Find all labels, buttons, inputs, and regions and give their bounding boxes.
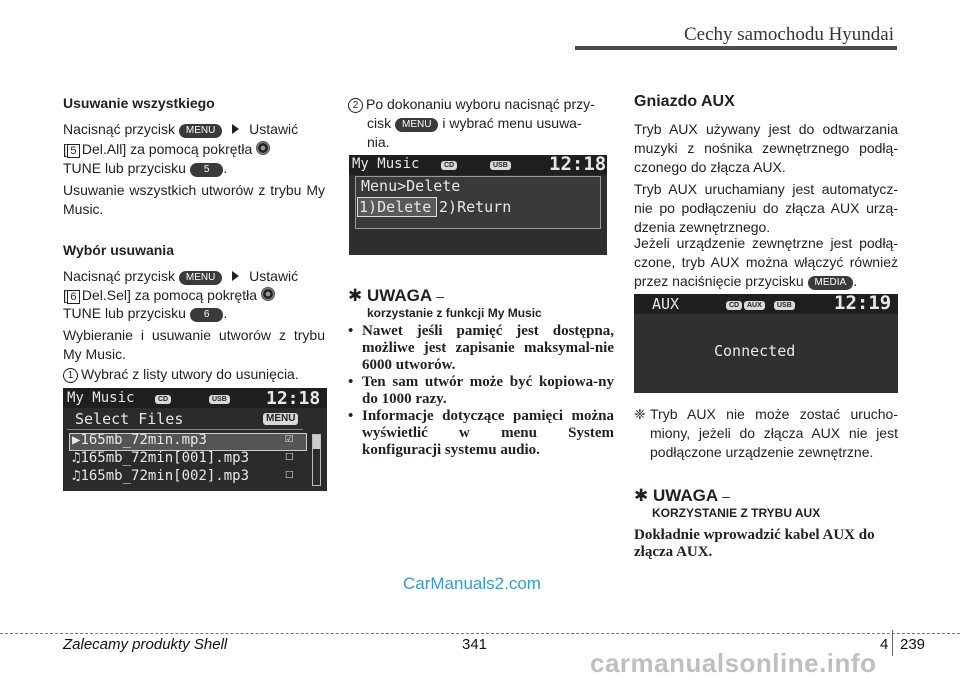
screen-select-files: [63, 388, 327, 491]
delete-sel-line2: [ 6 Del.Sel] za pomocą pokrętła: [63, 286, 325, 305]
bullet-item: • Ten sam utwór może być kopiowa-ny do 1000 razy.: [348, 374, 614, 407]
asterisk-icon: ✱: [634, 486, 649, 505]
cd-badge: CD: [726, 301, 742, 310]
cd-badge: CD: [155, 395, 171, 404]
clock: 12:18: [266, 388, 321, 409]
menu-chip: MENU: [263, 413, 298, 425]
running-header: Cechy samochodu Hyundai: [683, 24, 894, 45]
footer-watermark: carmanualsonline.info: [590, 648, 877, 678]
section-heading-aux: Gniazdo AUX: [634, 93, 735, 110]
note-mark-icon: ❈: [634, 406, 646, 422]
step-2-line3: nia.: [367, 134, 390, 150]
chapter-number: 4: [880, 636, 889, 653]
warning-bullets: [348, 323, 614, 459]
cd-badge: CD: [441, 161, 457, 170]
screen-aux: [634, 294, 898, 393]
arrow-right-icon: [232, 271, 239, 281]
key-5-icon: 5: [67, 144, 80, 158]
delete-sel-line1: Nacisnąć przycisk MENU Ustawić: [63, 268, 299, 284]
screen-title: My Music: [67, 390, 135, 406]
aux-warning-subheading: KORZYSTANIE Z TRYBU AUX: [652, 506, 821, 520]
clock: 12:19: [834, 292, 892, 314]
file-row-1: ▶165mb_72min.mp3: [72, 432, 207, 448]
screen-menu-delete: [349, 155, 607, 255]
bullet-item: • Nawet jeśli pamięć jest dostępna, możliwe jest zapisanie maksymal-nie 6000 utworów.: [348, 323, 614, 373]
step-2-line1: 2 Po dokonaniu wyboru nacisnąć przy-: [348, 95, 614, 114]
file-row-2: ♫165mb_72min[001].mp3: [72, 450, 250, 466]
asterisk-icon: ✱: [348, 286, 363, 305]
usb-badge: USB: [774, 301, 795, 310]
aux-paragraph-1: Tryb AUX używany jest do odtwarzania muzyki z nośnika zewnętrznego podłą-czonego do złącza AUX.: [634, 121, 898, 175]
file-1-checkbox: ☑: [285, 430, 294, 446]
bullet-item: • Informacje dotyczące pamięci można wyświetlić w menu System konfiguracji systemu audio.: [348, 408, 614, 458]
row-title: Select Files: [75, 410, 184, 428]
row-title: Menu>Delete: [361, 177, 461, 195]
footer-rule: [0, 633, 960, 634]
preset-5-button-icon: 5: [190, 163, 224, 177]
menu-button-icon: MENU: [179, 124, 222, 138]
section-heading-delete-selected: Wybór usuwania: [63, 242, 174, 258]
file-2-checkbox: ☐: [285, 448, 294, 464]
site-watermark: CarManuals2.com: [403, 574, 541, 593]
screen-title: AUX: [652, 295, 680, 313]
delete-all-line3: TUNE lub przycisku 5 .: [63, 160, 228, 176]
file-row-3: ♫165mb_72min[002].mp3: [72, 468, 250, 484]
header-rule: [575, 46, 897, 50]
key-6-icon: 6: [67, 290, 80, 304]
option-return: 2)Return: [439, 198, 512, 216]
section-heading-delete-all: Usuwanie wszystkiego: [63, 95, 215, 111]
menu-button-icon: MENU: [179, 271, 222, 285]
step-2-line2: cisk MENU i wybrać menu usuwa-: [367, 115, 582, 131]
tune-knob-icon: [256, 141, 270, 155]
delete-sel-description: Wybieranie i usuwanie utworów z trybu My Music.: [63, 327, 325, 362]
tune-knob-icon: [261, 287, 275, 301]
delete-all-description: Usuwanie wszystkich utworów z trybu My Music.: [63, 182, 325, 217]
step-1: 1 Wybrać z listy utwory do usunięcia.: [63, 365, 325, 384]
delete-all-line1: Nacisnąć przycisk MENU Ustawić: [63, 121, 299, 137]
aux-badge: AUX: [744, 301, 765, 310]
file-3-checkbox: ☐: [285, 466, 294, 482]
media-button-icon: MEDIA: [808, 276, 854, 290]
delete-sel-line3: TUNE lub przycisku 6 .: [63, 305, 228, 321]
aux-warning-text: Dokładnie wprowadzić kabel AUX do złącza AUX.: [634, 527, 875, 560]
page-number: 239: [900, 636, 926, 653]
footer-divider: [892, 630, 893, 656]
aux-paragraph-2: Tryb AUX uruchamiany jest automatycz-nie po podłączeniu do złącza AUX urzą-dzenia zewnętrznego.: [634, 181, 898, 235]
usb-badge: USB: [209, 395, 230, 404]
warning-subheading: korzystanie z funkcji My Music: [367, 306, 542, 320]
aux-note: ❈ Tryb AUX nie może zostać urucho-miony, jeżeli do złącza AUX nie jest podłączone urządzenie zewnętrzne.: [634, 406, 898, 460]
scrollbar-thumb: [313, 435, 320, 449]
aux-paragraph-3: Jeżeli urządzenie zewnętrzne jest podłą-czone, tryb AUX można włączyć również przez naciśnięcie przycisku MEDIA .: [634, 235, 898, 289]
clock: 12:18: [549, 153, 607, 175]
footer-number: 341: [462, 636, 488, 653]
usb-badge: USB: [490, 161, 511, 170]
connection-status: Connected: [714, 342, 796, 360]
preset-6-button-icon: 6: [190, 308, 224, 322]
delete-all-line2: [ 5 Del.All] za pomocą pokrętła: [63, 140, 325, 159]
option-delete: 1)Delete: [359, 198, 432, 216]
screen-title: My Music: [352, 156, 420, 172]
aux-warning-heading: ✱ UWAGA –: [634, 486, 731, 505]
menu-button-icon: MENU: [395, 118, 438, 132]
warning-heading: ✱ UWAGA –: [348, 286, 445, 305]
arrow-right-icon: [232, 124, 239, 134]
footer-brand: Zalecamy produkty Shell: [63, 636, 228, 653]
